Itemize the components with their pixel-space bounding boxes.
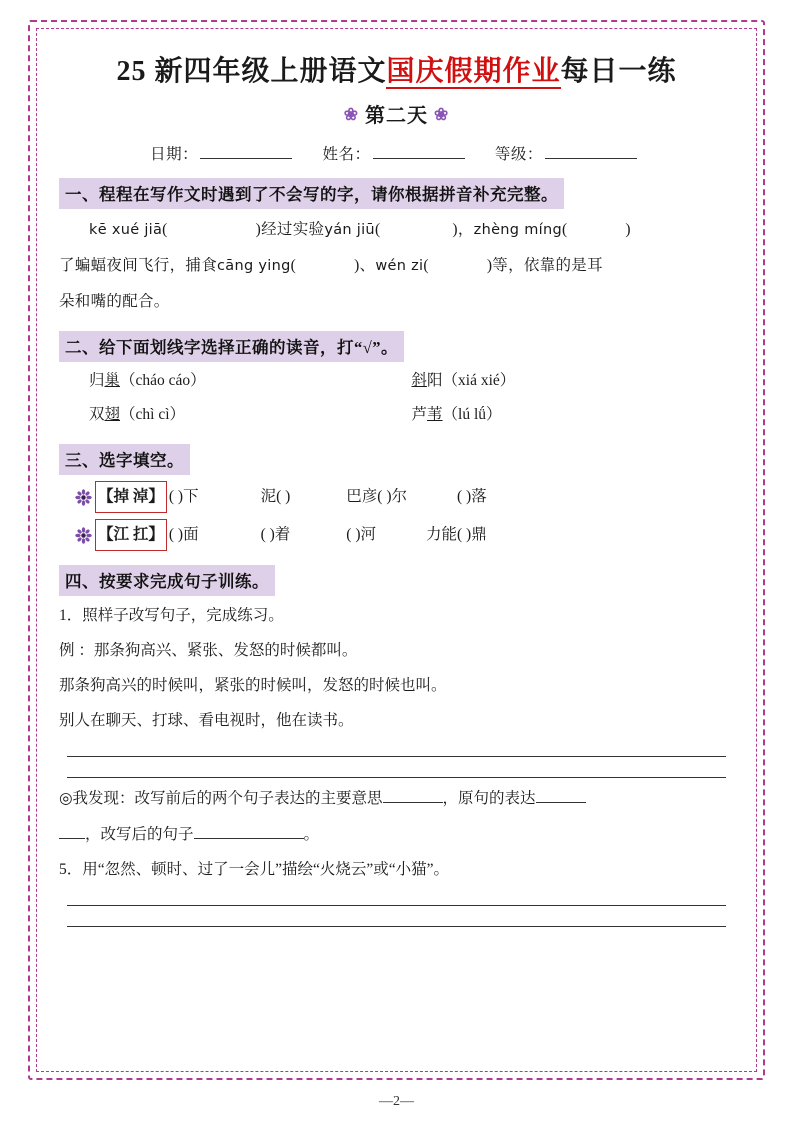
fill-row-2: [59, 519, 734, 551]
discovery-line-2: [59, 820, 734, 850]
discovery-mid: ，原句的表达: [442, 790, 536, 807]
section-4-example: 例 ：那条狗高兴、紧张、发怒的时候都叫。: [59, 642, 358, 659]
choice-item-3[interactable]: 双翅（chì cì）: [89, 406, 186, 423]
fill-item[interactable]: 力能( )鼎: [426, 526, 487, 543]
section-1-heading: 一、程程在写作文时遇到了不会写的字，请你根据拼音补充完整。: [59, 178, 564, 209]
page-number: —2—: [379, 1094, 414, 1109]
section-4-example-rewrite: 那条狗高兴的时候叫，紧张的时候叫，发怒的时候也叫。: [59, 677, 447, 694]
section-3-heading: 三、选字填空。: [59, 444, 190, 475]
section-1-line-2: 了蝙蝠夜间飞行，捕食cāng ying( )、wén zi( )等，依靠的是耳: [59, 257, 603, 274]
pinyin-yanjiu: yán jiū: [324, 222, 375, 238]
discovery-prefix: ◎我发现：改写前后的两个句子表达的主要意思: [59, 790, 383, 807]
name-label: 姓名：: [322, 146, 371, 163]
discovery-blank-2[interactable]: [536, 789, 586, 803]
section-4-item-5: 5．用“忽然、顿时、过了一会儿”描绘“火烧云”或“小猫”。: [59, 861, 450, 878]
section-4-item-1: 1．照样子改写句子，完成练习。: [59, 607, 284, 624]
choice-item-1[interactable]: 归巢（cháo cáo）: [89, 372, 206, 389]
pinyin-wenzi: wén zi: [375, 258, 424, 274]
fill-item[interactable]: 巴彦( )尔: [346, 488, 407, 505]
title-suffix: 每日一练: [560, 56, 677, 87]
fill-item[interactable]: ( )面: [168, 526, 199, 543]
name-blank[interactable]: [373, 144, 465, 159]
date-field[interactable]: [150, 146, 298, 163]
choice-options[interactable]: （chì cì）: [120, 406, 186, 423]
discovery-line: [59, 784, 734, 814]
char-choice-box-1: 【掉 淖】: [95, 481, 167, 513]
char-choice-box-2: 【江 扛】: [95, 519, 167, 551]
section-2-heading: 二、给下面划线字选择正确的读音，打“√”。: [59, 331, 404, 362]
choice-item-2[interactable]: 斜阳（xiá xié）: [411, 372, 516, 389]
pinyin-zhengming: zhèng míng: [473, 222, 562, 238]
flower-icon: ❀: [343, 105, 359, 124]
worksheet-inner-border: [36, 28, 757, 1072]
grade-label: 等级：: [494, 146, 543, 163]
choice-underlined-char: 斜: [411, 372, 428, 389]
answer-write-line[interactable]: [67, 756, 726, 757]
grade-blank[interactable]: [545, 144, 637, 159]
fill-item[interactable]: 泥( ): [260, 488, 291, 505]
choice-options[interactable]: （xiá xié）: [442, 372, 516, 389]
section-2-row-2: [59, 400, 734, 430]
pinyin-kexuejia: kē xué jiā: [89, 222, 163, 238]
section-2-row-1: [59, 366, 734, 396]
choice-underlined-char: 巢: [104, 372, 121, 389]
fill-item[interactable]: ( )下: [168, 488, 199, 505]
choice-options[interactable]: （lú lǘ）: [442, 406, 502, 423]
title-highlight: 国庆假期作业: [386, 56, 561, 87]
name-field[interactable]: [322, 146, 470, 163]
answer-write-line[interactable]: [67, 926, 726, 927]
title-prefix: 25 新四年级上册语文: [116, 56, 387, 87]
flower-bullet-icon: [75, 489, 92, 506]
day-subtitle: [59, 99, 734, 128]
discovery-tail-prefix: ，改写后的句子: [85, 826, 194, 843]
subtitle-text: 第二天: [365, 105, 428, 127]
worksheet-page: [28, 20, 765, 1109]
fill-row-1: [59, 481, 734, 513]
flower-icon: ❀: [434, 105, 450, 124]
discovery-blank-1[interactable]: [383, 789, 443, 803]
fill-item[interactable]: ( )着: [260, 526, 291, 543]
choice-options[interactable]: （cháo cáo）: [120, 372, 206, 389]
pinyin-cangying: cāng ying: [217, 258, 291, 274]
discovery-blank-3[interactable]: [59, 825, 85, 839]
section-1-line-1: kē xué jiā( )经过实验yán jiū( )，zhèng míng( ): [89, 221, 631, 238]
student-meta-row: [59, 142, 734, 164]
answer-write-line[interactable]: [67, 905, 726, 906]
section-4-heading: 四、按要求完成句子训练。: [59, 565, 275, 596]
fill-item[interactable]: ( )落: [457, 488, 487, 505]
section-1-line-3: 朵和嘴的配合。: [59, 293, 170, 310]
choice-underlined-char: 苇: [427, 406, 443, 423]
discovery-tail-suffix: 。: [303, 826, 320, 843]
flower-bullet-icon: [75, 527, 92, 544]
date-blank[interactable]: [200, 144, 292, 159]
answer-write-line[interactable]: [67, 777, 726, 778]
date-label: 日期：: [150, 146, 199, 163]
discovery-blank-4[interactable]: [194, 825, 304, 839]
grade-field[interactable]: [495, 146, 643, 163]
page-title: [59, 49, 734, 89]
section-4-practice-sentence: 别人在聊天、打球、看电视时，他在读书。: [59, 712, 354, 729]
choice-item-4[interactable]: 芦苇（lú lǘ）: [411, 406, 502, 423]
fill-item[interactable]: ( )河: [346, 526, 376, 543]
choice-underlined-char: 翅: [104, 406, 121, 423]
